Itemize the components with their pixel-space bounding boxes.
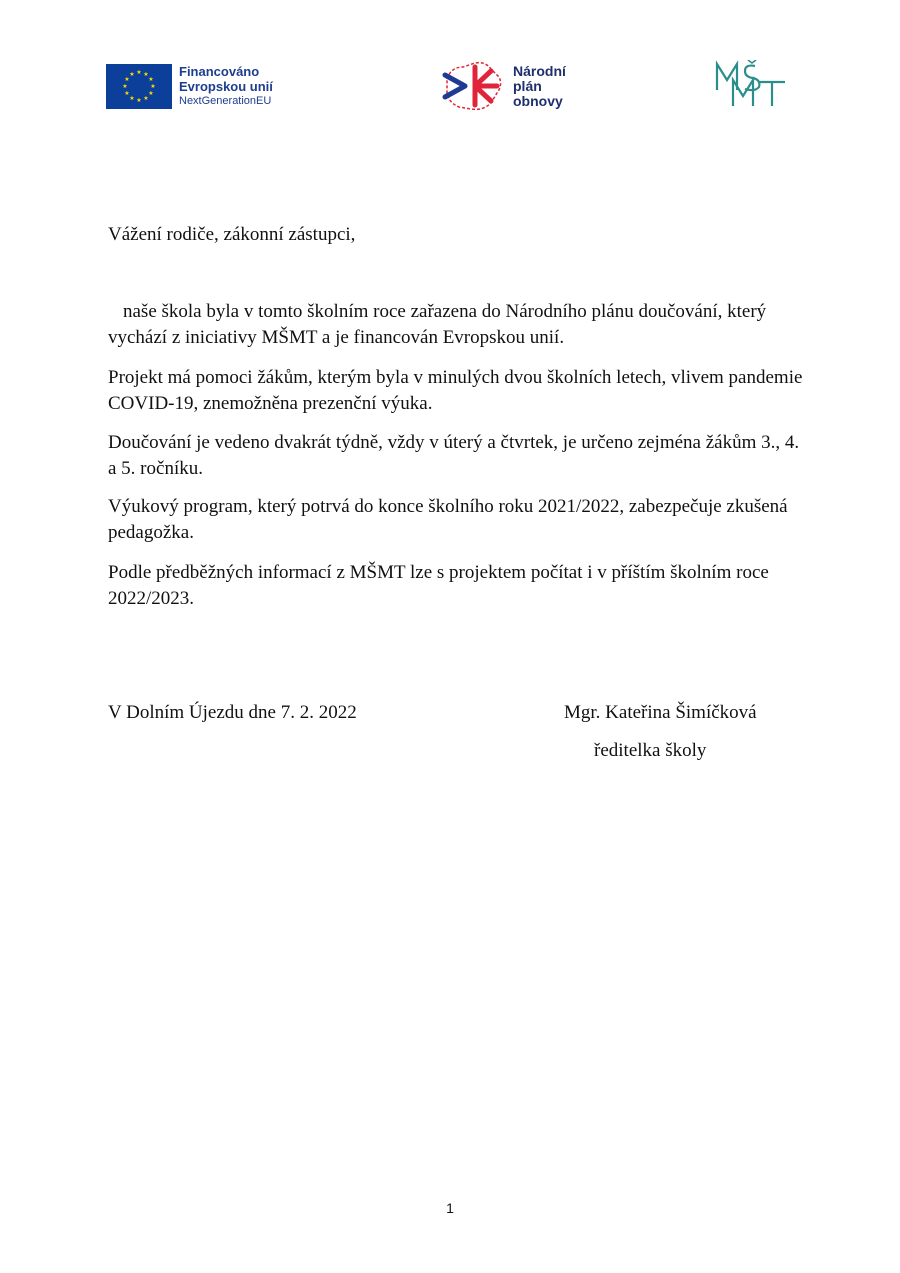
- svg-text:★: ★: [129, 71, 135, 78]
- svg-text:★: ★: [148, 76, 154, 83]
- svg-text:★: ★: [148, 90, 154, 97]
- svg-text:★: ★: [143, 71, 149, 78]
- svg-text:★: ★: [124, 90, 130, 97]
- paragraph-3: Doučování je vedeno dvakrát týdně, vždy v úterý a čtvrtek, je určeno zejména žákům 3., 4. a 5. ročníku.: [108, 432, 800, 479]
- npo-logo-line3: obnovy: [513, 92, 563, 109]
- signer-role: ředitelka školy: [594, 740, 707, 761]
- svg-text:★: ★: [150, 83, 156, 90]
- npo-logo-text: [513, 64, 566, 109]
- place-and-date: V Dolním Újezdu dne 7. 2. 2022: [108, 702, 357, 723]
- paragraph-1: naše škola byla v tomto školním roce zařazena do Národního plánu doučování, který vychází z iniciativy MŠMT a je financován Evropskou unií.: [108, 301, 767, 348]
- eu-logo-line1: Financováno: [179, 64, 260, 79]
- eu-funding-logo: [106, 64, 273, 109]
- eu-logo-line2: Evropskou unií: [179, 79, 273, 94]
- svg-text:★: ★: [136, 97, 142, 104]
- msmt-logo: [715, 60, 787, 110]
- eu-logo-text: [179, 64, 273, 109]
- npo-logo: [441, 57, 566, 115]
- npo-logo-line1: Národní: [513, 62, 566, 79]
- page-number: 1: [446, 1200, 454, 1216]
- paragraph-4: Výukový program, který potrvá do konce školního roku 2021/2022, zabezpečuje zkušená pedagožka.: [108, 496, 788, 543]
- paragraph-2: Projekt má pomoci žákům, kterým byla v minulých dvou školních letech, vlivem pandemie COVID-19, znemožněna prezenční výuka.: [108, 367, 803, 414]
- paragraph-5: Podle předběžných informací z MŠMT lze s projektem počítat i v příštím školním roce 2022/2023.: [108, 562, 769, 609]
- letter-greeting: Vážení rodiče, zákonní zástupci,: [108, 224, 356, 245]
- eu-flag-icon: [106, 64, 172, 109]
- eu-logo-line3: NextGenerationEU: [179, 95, 272, 107]
- signer-name: Mgr. Kateřina Šimíčková: [564, 702, 757, 723]
- npo-mark-icon: [441, 57, 505, 115]
- svg-text:★: ★: [124, 76, 130, 83]
- svg-text:★: ★: [129, 95, 135, 102]
- svg-text:★: ★: [122, 83, 128, 90]
- svg-text:★: ★: [143, 95, 149, 102]
- svg-text:★: ★: [136, 69, 142, 76]
- npo-logo-line2: plán: [513, 77, 542, 94]
